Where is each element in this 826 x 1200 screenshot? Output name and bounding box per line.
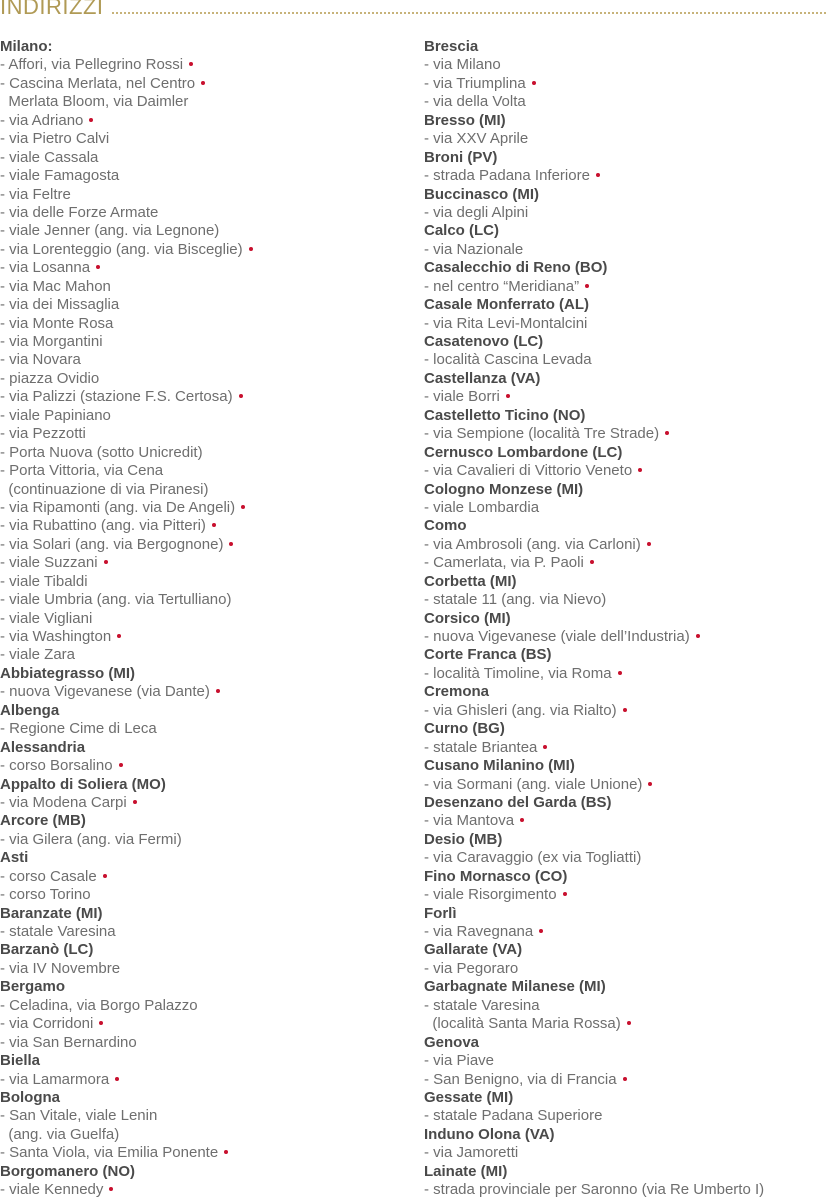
store-marker-dot-icon [596, 173, 600, 177]
address-line [0, 425, 410, 443]
address-line [0, 222, 410, 240]
address-text: - Porta Nuova (sotto Unicredit) [0, 443, 203, 461]
address-line [0, 204, 410, 222]
address-line [0, 186, 410, 204]
store-marker-dot-icon [115, 1077, 119, 1081]
city-name: Bologna [0, 1088, 60, 1106]
address-line [0, 610, 410, 628]
address-text: - strada Padana Inferiore [424, 167, 590, 185]
store-marker-dot-icon [104, 560, 108, 564]
store-marker-dot-icon [249, 247, 253, 251]
address-text: - via Rita Levi-Montalcini [424, 314, 588, 332]
address-text: - via Pezzotti [0, 425, 86, 443]
city-name: Corte Franca (BS) [424, 646, 552, 664]
address-line [424, 1144, 826, 1162]
address-text: - via San Bernardino [0, 1033, 137, 1051]
address-text: - Affori, via Pellegrino Rossi [0, 56, 184, 74]
city-name: Borgomanero (NO) [0, 1162, 135, 1180]
address-line [0, 646, 410, 664]
city-name: Bergamo [0, 978, 66, 996]
city-name: Baranzate (MI) [0, 904, 103, 922]
address-line [424, 997, 826, 1015]
city-heading [424, 517, 826, 535]
address-line [0, 112, 410, 130]
address-text: - viale Tibaldi [0, 572, 88, 590]
address-text: - via Lamarmora [0, 1070, 110, 1088]
address-line [0, 149, 410, 167]
store-marker-dot-icon [585, 284, 589, 288]
city-name: Garbagnate Milanese (MI) [424, 978, 606, 996]
city-heading [424, 444, 826, 462]
address-line [0, 93, 410, 111]
address-line [0, 683, 410, 701]
address-text: - viale Jenner (ang. via Legnone) [0, 222, 220, 240]
city-heading [0, 978, 410, 996]
address-text: (località Santa Maria Rossa) [424, 1015, 621, 1033]
address-line [424, 536, 826, 554]
address-line [424, 388, 826, 406]
city-name: Gessate (MI) [424, 1088, 514, 1106]
city-heading [424, 149, 826, 167]
address-line [0, 1181, 410, 1199]
store-marker-dot-icon [89, 118, 93, 122]
address-text: Merlata Bloom, via Daimler [0, 93, 189, 111]
city-name: Calco (LC) [424, 222, 499, 240]
address-line [424, 315, 826, 333]
city-name: Broni (PV) [424, 148, 498, 166]
address-text: - via Mantova [424, 812, 515, 830]
address-line [424, 93, 826, 111]
address-line [424, 75, 826, 93]
address-text: (ang. via Guelfa) [0, 1125, 120, 1143]
address-text: - viale Lombardia [424, 498, 540, 516]
store-marker-dot-icon [117, 634, 121, 638]
city-name: Induno Olona (VA) [424, 1125, 555, 1143]
address-text: - via Washington [0, 628, 112, 645]
address-text: - via Ghisleri (ang. via Rialto) [424, 701, 617, 719]
city-name: Desenzano del Garda (BS) [424, 793, 612, 811]
address-text: - via delle Forze Armate [0, 203, 159, 221]
address-line [0, 517, 410, 535]
city-name: Abbiategrasso (MI) [0, 664, 136, 682]
address-text: - località Cascina Levada [424, 351, 592, 369]
city-name: Arcore (MB) [0, 812, 86, 830]
address-line [0, 536, 410, 554]
address-text: - via Losanna [0, 259, 91, 277]
address-text: - via Nazionale [424, 240, 524, 258]
store-marker-dot-icon [665, 431, 669, 435]
address-text: - via Mac Mahon [0, 277, 111, 295]
address-text: - Camerlata, via P. Paoli [424, 554, 584, 572]
address-text: - via Novara [0, 351, 81, 369]
address-line [0, 1034, 410, 1052]
address-line [424, 425, 826, 443]
address-text: - via Feltre [0, 185, 71, 203]
store-marker-dot-icon [539, 929, 543, 933]
city-heading [424, 683, 826, 701]
city-name: Corbetta (MI) [424, 572, 517, 590]
city-name: Como [424, 517, 467, 535]
city-name: Corsico (MI) [424, 609, 511, 627]
city-name: Desio (MB) [424, 830, 503, 848]
address-text: - viale Borri [424, 388, 500, 406]
city-name: Buccinasco (MI) [424, 185, 540, 203]
store-marker-dot-icon [212, 523, 216, 527]
city-heading [424, 831, 826, 849]
city-heading [424, 333, 826, 351]
address-line [424, 923, 826, 941]
city-heading [0, 941, 410, 959]
address-line [0, 499, 410, 517]
address-line [0, 868, 410, 886]
address-text: - viale Papiniano [0, 406, 111, 424]
city-heading [424, 481, 826, 499]
address-line [0, 573, 410, 591]
address-line [424, 462, 826, 480]
address-text: - via Corridoni [0, 1015, 94, 1033]
page-title: INDIRIZZI [0, 0, 104, 19]
store-marker-dot-icon [224, 1150, 228, 1154]
address-text: - viale Zara [0, 646, 76, 664]
city-name: Fino Mornasco (CO) [424, 867, 568, 885]
address-line [424, 591, 826, 609]
address-line [424, 849, 826, 867]
city-heading [424, 868, 826, 886]
city-name: Biella [0, 1052, 41, 1070]
address-text: - viale Suzzani [0, 554, 98, 572]
address-text: - nel centro “Meridiana” [424, 277, 580, 295]
address-text: - viale Risorgimento [424, 886, 557, 904]
city-heading [0, 665, 410, 683]
city-heading [0, 38, 410, 56]
address-line [0, 388, 410, 406]
address-text: - via Ravegnana [424, 923, 534, 940]
address-text: - via Pegoraro [424, 959, 519, 977]
address-line [0, 407, 410, 425]
city-heading [424, 407, 826, 425]
store-marker-dot-icon [618, 671, 622, 675]
address-line [424, 56, 826, 74]
city-name: Casale Monferrato (AL) [424, 296, 590, 314]
city-name: Casalecchio di Reno (BO) [424, 259, 608, 277]
store-marker-dot-icon [506, 394, 510, 398]
city-name: Genova [424, 1033, 480, 1051]
store-marker-dot-icon [520, 818, 524, 822]
address-text: - statale Briantea [424, 738, 538, 756]
city-name: Alessandria [0, 738, 86, 756]
address-text: - via Lorenteggio (ang. via Bisceglie) [0, 240, 243, 258]
address-line [0, 56, 410, 74]
address-line [424, 886, 826, 904]
address-text: - via Palizzi (stazione F.S. Certosa) [0, 388, 233, 406]
address-line [0, 481, 410, 499]
city-heading [424, 259, 826, 277]
address-line [0, 241, 410, 259]
address-text: - Celadina, via Borgo Palazzo [0, 996, 198, 1014]
address-line [0, 628, 410, 646]
address-text: - nuova Vigevanese (viale dell’Industria) [424, 628, 690, 645]
city-name: Forlì [424, 904, 457, 922]
address-text: - via dei Missaglia [0, 296, 120, 314]
city-name: Lainate (MI) [424, 1162, 508, 1180]
address-text: - strada provinciale per Saronno (via Re Umberto I) [424, 1181, 765, 1199]
address-text: - via IV Novembre [0, 959, 121, 977]
city-heading [424, 573, 826, 591]
city-name: Brescia [424, 38, 479, 55]
address-line [424, 499, 826, 517]
address-line [424, 1107, 826, 1125]
store-marker-dot-icon [648, 782, 652, 786]
store-marker-dot-icon [647, 542, 651, 546]
address-line [0, 333, 410, 351]
city-name: Bresso (MI) [424, 111, 506, 129]
address-text: - località Timoline, via Roma [424, 664, 612, 682]
store-marker-dot-icon [532, 81, 536, 85]
address-text: - via Modena Carpi [0, 793, 127, 811]
city-name: Castelletto Ticino (NO) [424, 406, 586, 424]
city-heading [0, 776, 410, 794]
address-text: - San Benigno, via di Francia [424, 1070, 617, 1088]
address-text: - via Caravaggio (ex via Togliatti) [424, 849, 642, 867]
address-text: - Porta Vittoria, via Cena [0, 462, 164, 480]
address-line [0, 923, 410, 941]
address-line [0, 462, 410, 480]
address-text: - viale Kennedy [0, 1181, 104, 1199]
address-text: - nuova Vigevanese (via Dante) [0, 683, 210, 701]
store-marker-dot-icon [623, 708, 627, 712]
city-heading [424, 941, 826, 959]
address-line [424, 665, 826, 683]
address-text: - via Ambrosoli (ang. via Carloni) [424, 535, 641, 553]
address-line [0, 591, 410, 609]
address-line [424, 351, 826, 369]
address-text: - via Sormani (ang. viale Unione) [424, 775, 643, 793]
city-name: Barzanò (LC) [0, 941, 94, 959]
store-marker-dot-icon [103, 874, 107, 878]
city-name: Cologno Monzese (MI) [424, 480, 584, 498]
address-line [0, 278, 410, 296]
address-text: - statale 11 (ang. via Nievo) [424, 591, 607, 609]
city-heading [424, 905, 826, 923]
address-line [0, 757, 410, 775]
city-heading [0, 905, 410, 923]
store-marker-dot-icon [133, 800, 137, 804]
address-line [424, 960, 826, 978]
address-line [424, 1071, 826, 1089]
address-line [0, 444, 410, 462]
address-text: - corso Torino [0, 886, 91, 904]
address-text: - via Cavalieri di Vittorio Veneto [424, 462, 633, 480]
city-heading [424, 186, 826, 204]
city-heading [424, 112, 826, 130]
address-text: - via Solari (ang. via Bergognone) [0, 535, 224, 553]
address-line [0, 554, 410, 572]
address-text: - viale Umbria (ang. via Tertulliano) [0, 591, 232, 609]
city-name: Cernusco Lombardone (LC) [424, 443, 623, 461]
store-marker-dot-icon [229, 542, 233, 546]
address-text: - statale Padana Superiore [424, 1107, 603, 1125]
address-line [0, 370, 410, 388]
store-marker-dot-icon [696, 634, 700, 638]
city-heading [424, 1089, 826, 1107]
store-marker-dot-icon [119, 763, 123, 767]
city-name: Casatenovo (LC) [424, 333, 544, 350]
city-heading [424, 38, 826, 56]
city-heading [424, 610, 826, 628]
city-heading [424, 794, 826, 812]
store-marker-dot-icon [109, 1187, 113, 1191]
city-name: Appalto di Soliera (MO) [0, 775, 166, 793]
address-text: - statale Varesina [0, 923, 116, 940]
address-text: - via Pietro Calvi [0, 130, 110, 148]
address-column-left [0, 38, 410, 1200]
city-heading [0, 702, 410, 720]
address-text: - via degli Alpini [424, 203, 529, 221]
city-heading [0, 812, 410, 830]
address-line [0, 130, 410, 148]
city-heading [424, 646, 826, 664]
address-text: - statale Varesina [424, 996, 540, 1014]
address-text: - via della Volta [424, 93, 526, 111]
address-text: - Santa Viola, via Emilia Ponente [0, 1144, 219, 1162]
store-marker-dot-icon [216, 689, 220, 693]
city-name: Castellanza (VA) [424, 369, 541, 387]
address-line [0, 351, 410, 369]
address-line [424, 130, 826, 148]
address-text: - via Ripamonti (ang. via De Angeli) [0, 498, 236, 516]
store-marker-dot-icon [563, 892, 567, 896]
store-marker-dot-icon [590, 560, 594, 564]
address-line [424, 278, 826, 296]
address-line [424, 167, 826, 185]
address-text: - Cascina Merlata, nel Centro [0, 74, 196, 92]
store-marker-dot-icon [543, 745, 547, 749]
city-heading [424, 1126, 826, 1144]
city-heading [0, 1089, 410, 1107]
address-line [0, 720, 410, 738]
address-line [0, 794, 410, 812]
city-heading [424, 296, 826, 314]
address-line [0, 259, 410, 277]
address-line [0, 296, 410, 314]
address-line [424, 1052, 826, 1070]
address-line [0, 886, 410, 904]
address-line [424, 1015, 826, 1033]
address-text: - piazza Ovidio [0, 369, 100, 387]
city-heading [0, 1052, 410, 1070]
store-marker-dot-icon [241, 505, 245, 509]
address-line [424, 702, 826, 720]
address-text: - via Adriano [0, 111, 84, 129]
store-marker-dot-icon [638, 468, 642, 472]
address-text: - Regione Cime di Leca [0, 720, 157, 738]
store-marker-dot-icon [623, 1077, 627, 1081]
store-marker-dot-icon [99, 1021, 103, 1025]
city-heading [424, 222, 826, 240]
address-text: - via Monte Rosa [0, 314, 114, 332]
city-name: Curno (BG) [424, 720, 505, 738]
address-line [0, 997, 410, 1015]
address-line [424, 241, 826, 259]
city-heading [424, 1163, 826, 1181]
address-text: - via Jamoretti [424, 1144, 519, 1162]
address-text: - corso Casale [0, 867, 97, 885]
city-heading [424, 978, 826, 996]
city-name: Cusano Milanino (MI) [424, 757, 575, 775]
address-text: - via Morgantini [0, 333, 103, 350]
city-name: Asti [0, 849, 29, 867]
city-heading [0, 849, 410, 867]
address-text: (continuazione di via Piranesi) [0, 480, 209, 498]
address-line [0, 831, 410, 849]
address-line [424, 628, 826, 646]
store-marker-dot-icon [96, 265, 100, 269]
store-marker-dot-icon [201, 81, 205, 85]
address-line [0, 960, 410, 978]
city-name: Milano: [0, 38, 53, 55]
title-dotted-rule [112, 12, 826, 14]
address-line [0, 1144, 410, 1162]
city-name: Albenga [0, 701, 60, 719]
address-text: - via XXV Aprile [424, 130, 529, 148]
address-line [0, 1107, 410, 1125]
address-text: - via Piave [424, 1052, 495, 1070]
city-name: Gallarate (VA) [424, 941, 523, 959]
store-marker-dot-icon [189, 62, 193, 66]
address-text: - San Vitale, viale Lenin [0, 1107, 158, 1125]
address-column-right [424, 38, 826, 1200]
address-line [424, 776, 826, 794]
address-text: - via Sempione (località Tre Strade) [424, 425, 660, 443]
address-text: - viale Cassala [0, 148, 99, 166]
city-heading [424, 370, 826, 388]
city-heading [424, 757, 826, 775]
city-heading [0, 739, 410, 757]
address-line [0, 1015, 410, 1033]
city-heading [424, 720, 826, 738]
address-text: - via Gilera (ang. via Fermi) [0, 830, 182, 848]
address-text: - viale Vigliani [0, 609, 93, 627]
address-line [0, 1126, 410, 1144]
city-heading [424, 1034, 826, 1052]
address-text: - viale Famagosta [0, 167, 120, 185]
address-line [0, 167, 410, 185]
store-marker-dot-icon [627, 1021, 631, 1025]
address-text: - via Rubattino (ang. via Pitteri) [0, 517, 206, 535]
address-line [424, 1181, 826, 1199]
address-line [0, 75, 410, 93]
address-line [424, 554, 826, 572]
address-text: - via Milano [424, 56, 501, 74]
store-marker-dot-icon [239, 394, 243, 398]
address-line [424, 812, 826, 830]
address-line [0, 315, 410, 333]
address-line [0, 1071, 410, 1089]
address-text: - via Triumplina [424, 74, 526, 92]
city-heading [0, 1163, 410, 1181]
address-line [424, 739, 826, 757]
address-text: - corso Borsalino [0, 757, 113, 775]
city-name: Cremona [424, 683, 490, 701]
address-line [424, 204, 826, 222]
